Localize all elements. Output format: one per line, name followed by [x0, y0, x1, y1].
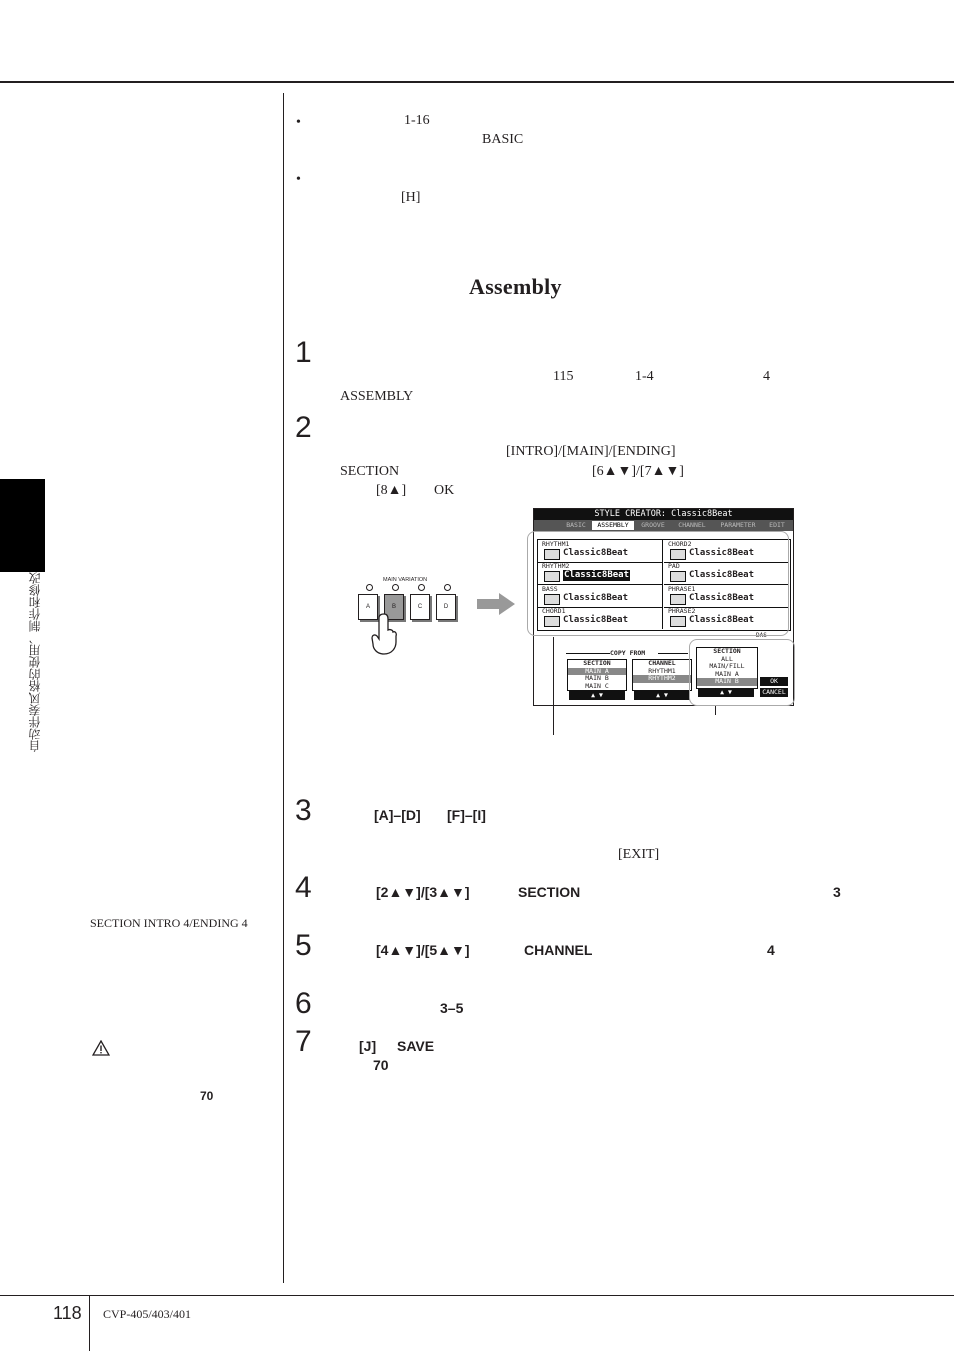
chapter-label: 自动伴奏风格的使用、制作和修改	[28, 572, 42, 752]
step-text: [A]–[D]	[374, 807, 421, 823]
cell-value: Classic8Beat	[689, 593, 755, 603]
cell-value: Classic8Beat	[563, 615, 629, 625]
bullet-dot: •	[296, 172, 301, 187]
cell-label: BASS	[542, 585, 558, 593]
step-number: 5	[295, 929, 312, 962]
panel-button-d[interactable]: D	[436, 594, 456, 620]
step-number: 6	[295, 987, 312, 1020]
step-text: SECTION	[340, 464, 400, 479]
step-text: 70	[373, 1057, 389, 1073]
cell-value: Classic8Beat	[564, 570, 630, 580]
bullet-text: [H]	[401, 190, 421, 205]
step-text: CHANNEL	[524, 942, 593, 958]
list-item[interactable]: MAIN A	[568, 668, 626, 676]
led-icon	[418, 584, 425, 591]
step-text: SECTION	[518, 884, 581, 900]
footer-divider	[89, 1296, 90, 1351]
arrow-right-icon	[477, 593, 515, 615]
copy-from-rule	[566, 653, 610, 654]
bullet-dot: •	[296, 115, 301, 130]
step-text: [4▲▼]/[5▲▼]	[376, 942, 470, 958]
cell-value: Classic8Beat	[689, 570, 755, 580]
led-icon	[392, 584, 399, 591]
led-icon	[366, 584, 373, 591]
step-number: 1	[295, 336, 312, 369]
callout-frame	[527, 531, 789, 636]
cell-value: Classic8Beat	[689, 615, 755, 625]
list-item[interactable]: MAIN C	[585, 681, 609, 690]
list-item[interactable]: MAIN/FILL	[709, 662, 745, 670]
step-number: 2	[295, 411, 312, 444]
step-text: [8▲]	[376, 483, 407, 498]
section-list[interactable]	[567, 659, 627, 691]
lcd-tab-bar	[534, 520, 793, 531]
step-text: ASSEMBLY	[340, 389, 414, 404]
step-text: OK	[434, 483, 455, 498]
list-item[interactable]: MAIN B	[585, 674, 609, 682]
section-heading: Assembly	[469, 274, 562, 299]
warning-icon	[92, 1040, 110, 1061]
step-text: 4	[767, 942, 775, 958]
tab-edit[interactable]: EDIT	[769, 521, 785, 529]
tab-assembly[interactable]: ASSEMBLY	[592, 521, 634, 530]
pointer-line	[715, 706, 716, 715]
panel-label: MAIN VARIATION	[383, 577, 428, 583]
list-item[interactable]: RHYTHM1	[648, 666, 676, 675]
channel-list[interactable]	[632, 659, 692, 691]
step-text: 4	[763, 369, 770, 384]
list-title: SECTION	[583, 659, 611, 667]
panel-button-a[interactable]: A	[358, 594, 378, 620]
list-item[interactable]: MAIN B	[697, 678, 757, 686]
list-title: SECTION	[713, 647, 741, 655]
cell-label: PHRASE1	[668, 585, 696, 593]
copy-from-label: COPY FROM	[610, 649, 646, 657]
tab-basic[interactable]: BASIC	[566, 521, 586, 529]
step-text: [J]	[359, 1038, 377, 1054]
cell-value: Classic8Beat	[563, 548, 629, 558]
step-text: 3–5	[440, 1000, 464, 1016]
list-item[interactable]: MAIN A	[715, 669, 739, 678]
tab-channel[interactable]: CHANNEL	[678, 521, 706, 529]
page-number: 118	[53, 1303, 82, 1323]
sidebar-note: SECTION INTRO 4/ENDING 4	[90, 916, 248, 930]
model-name: CVP-405/403/401	[103, 1307, 192, 1321]
column-divider	[283, 93, 284, 1283]
section-target-updown-button[interactable]: ▲ ▼	[698, 688, 754, 697]
cell-label: CHORD2	[668, 540, 692, 548]
step-text: 115	[553, 369, 574, 384]
step-text: 1-4	[635, 369, 654, 384]
pointer-line	[553, 637, 554, 735]
panel-button-b[interactable]: B	[384, 594, 404, 620]
copy-from-rule	[658, 653, 688, 654]
led-icon	[444, 584, 451, 591]
tab-groove[interactable]: GROOVE	[641, 521, 665, 529]
cancel-button[interactable]: CANCEL	[760, 688, 788, 697]
lcd-title: STYLE CREATOR: Classic8Beat	[534, 509, 793, 520]
step-text: [F]–[I]	[447, 807, 486, 823]
channel-updown-button[interactable]: ▲ ▼	[634, 691, 690, 700]
sidebar-page-ref: 70	[200, 1089, 214, 1103]
list-item[interactable]: ALL	[721, 654, 733, 663]
bullet-text: BASIC	[482, 132, 524, 147]
step-text: [2▲▼]/[3▲▼]	[376, 884, 470, 900]
finger-icon	[368, 612, 400, 661]
cell-label: CHORD1	[542, 607, 566, 615]
step-number: 4	[295, 871, 312, 904]
das-label: DAS	[756, 632, 767, 639]
step-number: 3	[295, 794, 312, 827]
step-text: SAVE	[397, 1038, 435, 1054]
top-rule	[0, 81, 954, 83]
step-text: [EXIT]	[618, 847, 660, 862]
bullet-text: 1-16	[404, 113, 430, 128]
bottom-rule	[0, 1295, 954, 1296]
step-text: [INTRO]/[MAIN]/[ENDING]	[506, 444, 676, 459]
ok-button[interactable]: OK	[760, 677, 788, 686]
section-updown-button[interactable]: ▲ ▼	[569, 691, 625, 700]
chapter-tab	[0, 479, 45, 572]
cell-label: PAD	[668, 562, 680, 570]
step-text: [6▲▼]/[7▲▼]	[592, 464, 684, 479]
cell-label: RHYTHM1	[542, 540, 570, 548]
cell-value: Classic8Beat	[689, 548, 755, 558]
tab-parameter[interactable]: PARAMETER	[720, 521, 756, 529]
step-number: 7	[295, 1025, 312, 1058]
list-item[interactable]: RHYTHM2	[633, 675, 691, 683]
cell-value: Classic8Beat	[563, 593, 629, 603]
panel-button-c[interactable]: C	[410, 594, 430, 620]
step-text: 3	[833, 884, 841, 900]
cell-label: RHYTHM2	[542, 562, 570, 570]
list-title: CHANNEL	[648, 659, 676, 667]
callout-frame	[689, 639, 795, 706]
cell-label: PHRASE2	[668, 607, 696, 615]
